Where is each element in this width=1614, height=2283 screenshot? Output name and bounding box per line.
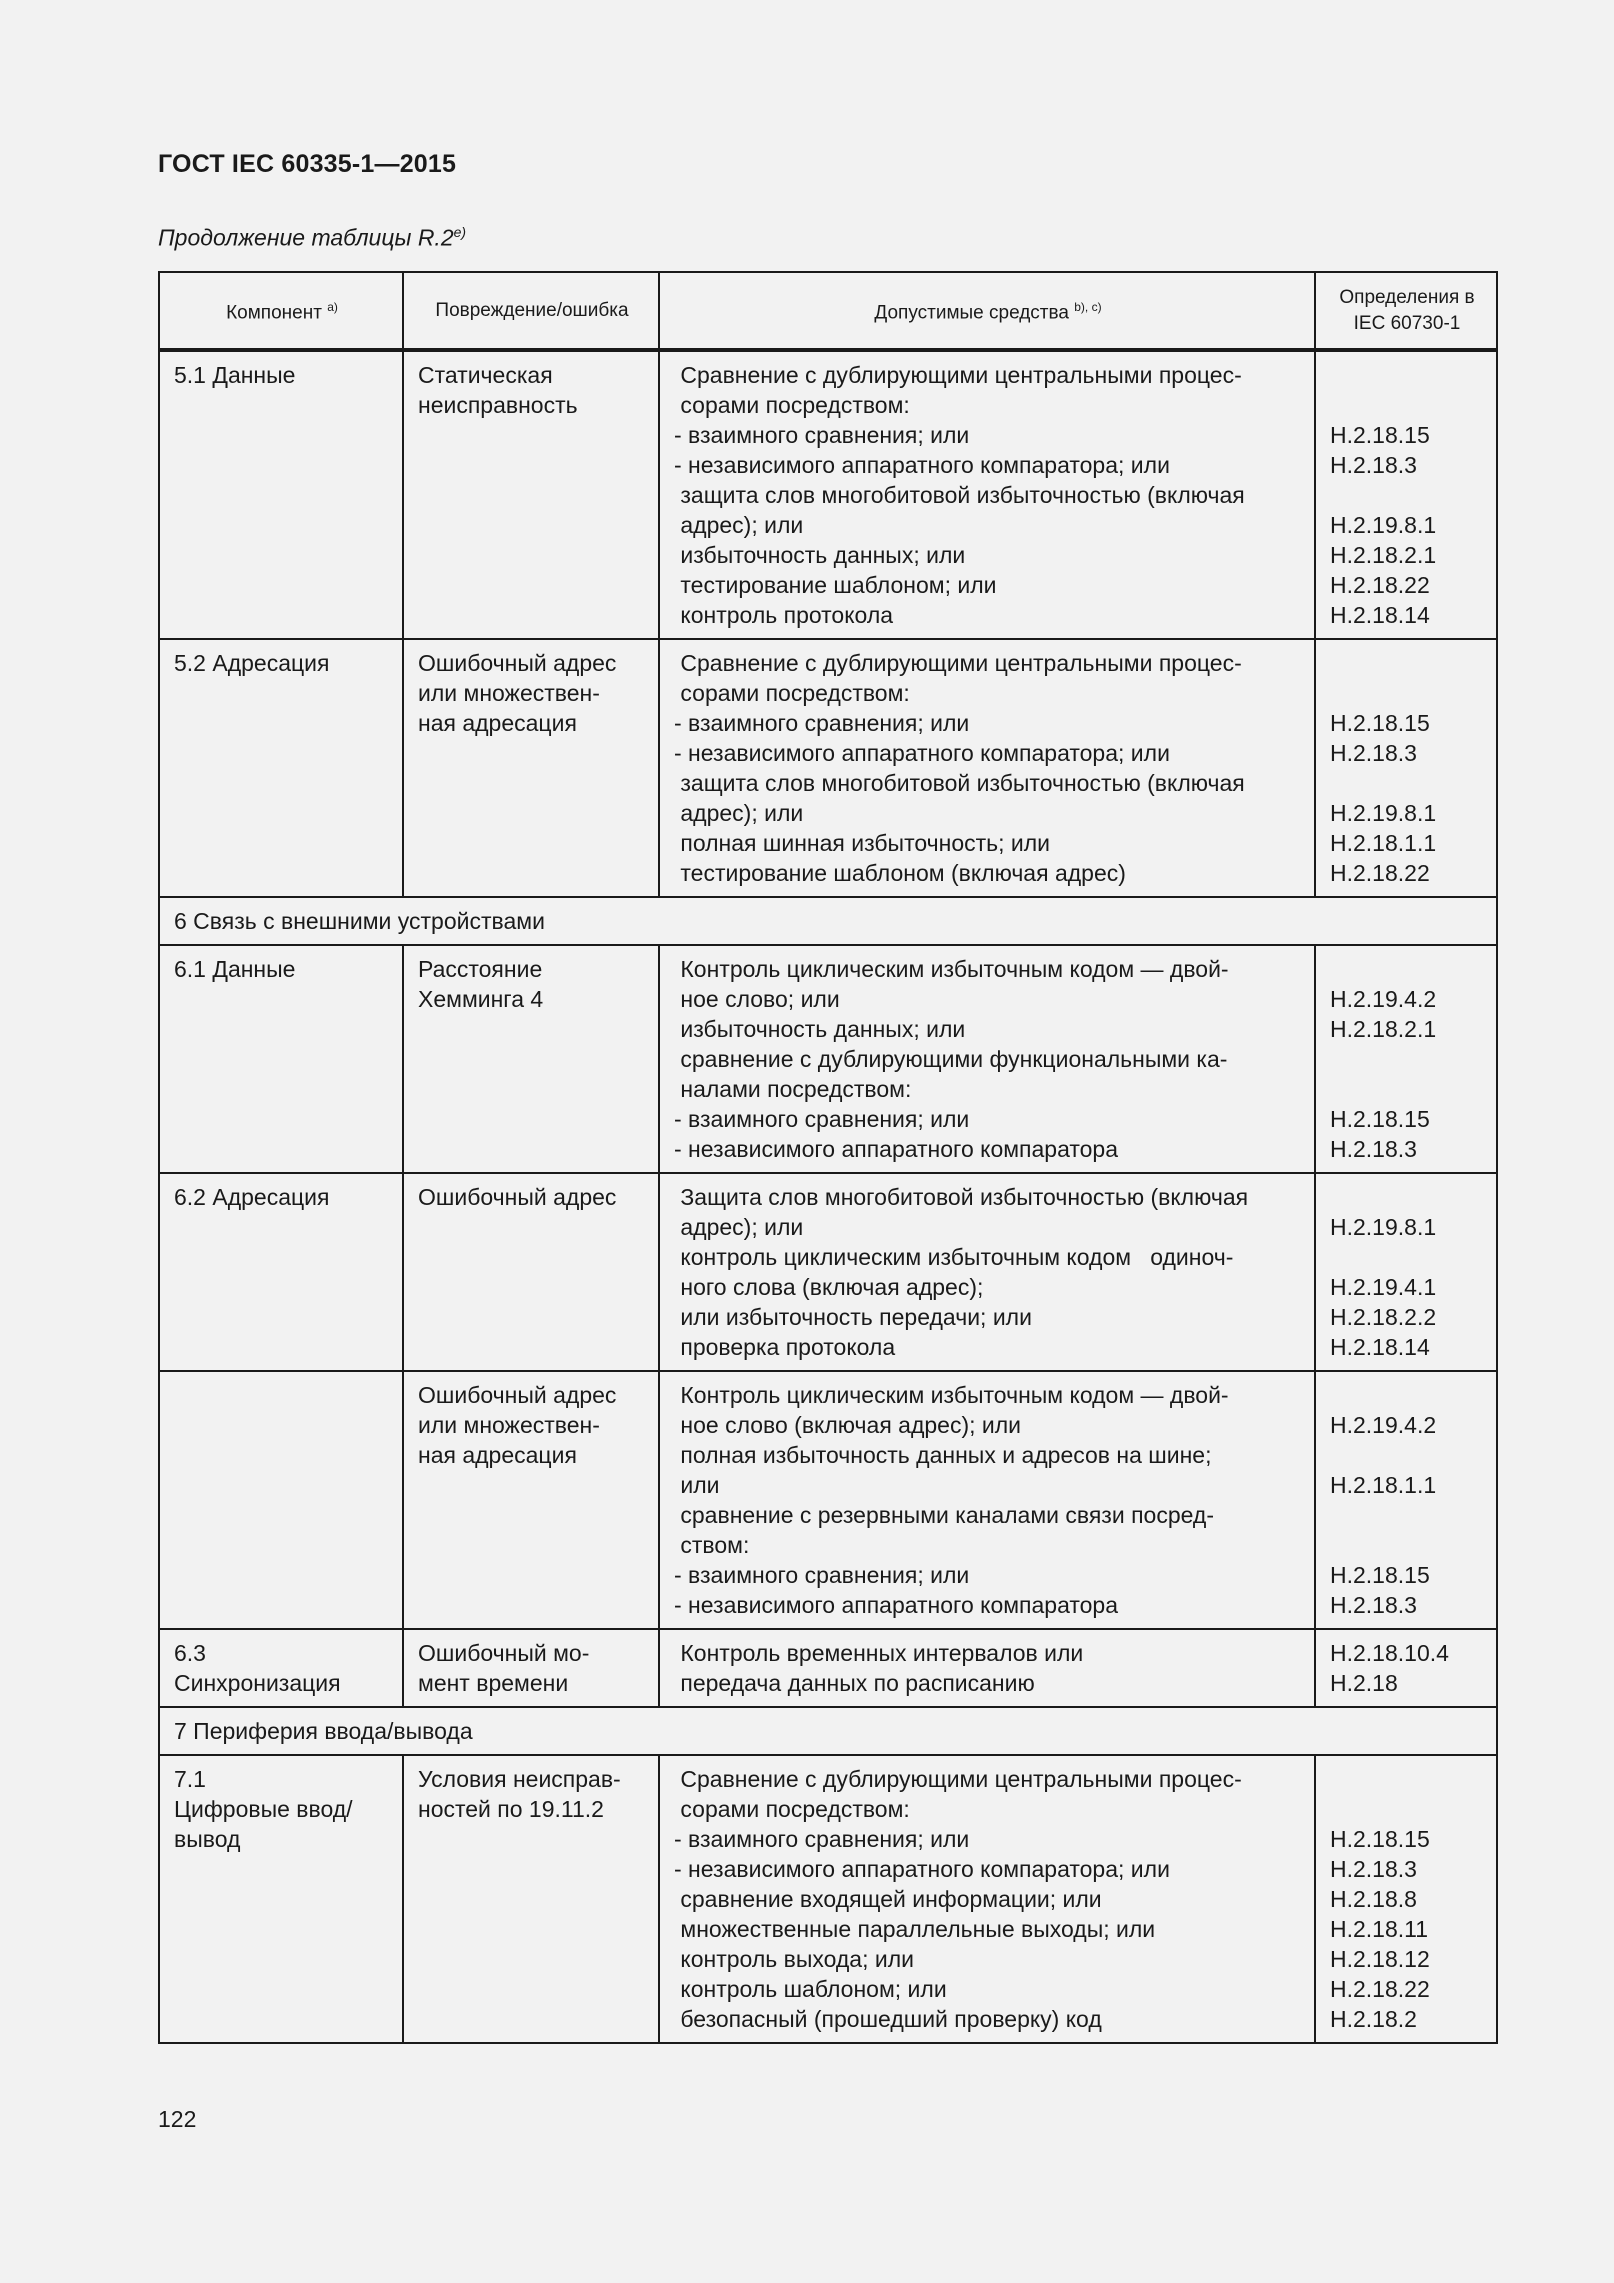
means-line: Контроль циклическим избыточным кодом — двой- bbox=[674, 1382, 1229, 1408]
means-line: - независимого аппаратного компаратора; или bbox=[674, 1856, 1170, 1882]
means-line: Контроль временных интервалов или bbox=[674, 1640, 1084, 1666]
means-line: сравнение с резервными каналами связи посред- bbox=[674, 1502, 1214, 1528]
column-header-footnote: a) bbox=[327, 300, 338, 315]
component-line: 6.2 Адресация bbox=[174, 1184, 330, 1210]
means-line: - взаимного сравнения; или bbox=[674, 1826, 970, 1852]
table-body bbox=[159, 350, 1497, 2043]
component-cell bbox=[159, 350, 403, 639]
definition-ref-line: H.2.18.1.1 bbox=[1330, 1472, 1437, 1498]
column-header-label: Определения в IEC 60730-1 bbox=[1339, 286, 1475, 334]
fault-line: Ошибочный адрес bbox=[418, 1382, 617, 1408]
means-line: безопасный (прошедший проверку) код bbox=[674, 2006, 1102, 2032]
means-line: - взаимного сравнения; или bbox=[674, 710, 970, 736]
means-line: - независимого аппаратного компаратора bbox=[674, 1592, 1119, 1618]
definition-ref-line: H.2.18.15 bbox=[1330, 422, 1430, 448]
definition-ref-cell bbox=[1315, 945, 1497, 1173]
means-line: контроль протокола bbox=[674, 602, 894, 628]
definition-ref-line: H.2.18.15 bbox=[1330, 1826, 1430, 1852]
component-cell bbox=[159, 1173, 403, 1371]
fault-cell bbox=[403, 639, 659, 897]
means-line: адрес); или bbox=[674, 800, 804, 826]
fault-line: или множествен- bbox=[418, 1412, 600, 1438]
requirements-table bbox=[158, 271, 1498, 2044]
means-line: или bbox=[674, 1472, 720, 1498]
document-title: ГОСТ IEC 60335-1—2015 bbox=[158, 150, 457, 178]
means-line: контроль выхода; или bbox=[674, 1946, 914, 1972]
definition-ref-line: H.2.18.22 bbox=[1330, 860, 1430, 886]
table-row bbox=[159, 639, 1497, 897]
definition-ref-line bbox=[1330, 954, 1484, 984]
means-cell bbox=[659, 945, 1315, 1173]
table-row bbox=[159, 1371, 1497, 1629]
definition-ref-line: H.2.18.2 bbox=[1330, 2006, 1417, 2032]
definition-ref-line bbox=[1330, 678, 1484, 708]
definition-ref-line bbox=[1330, 768, 1484, 798]
table-row bbox=[159, 350, 1497, 639]
fault-cell bbox=[403, 1629, 659, 1707]
definition-ref-line bbox=[1330, 1242, 1484, 1272]
fault-line: Условия неисправ- bbox=[418, 1766, 621, 1792]
means-line: - взаимного сравнения; или bbox=[674, 1562, 970, 1588]
fault-line: мент времени bbox=[418, 1670, 569, 1696]
means-line: проверка протокола bbox=[674, 1334, 896, 1360]
means-line: полная шинная избыточность; или bbox=[674, 830, 1051, 856]
fault-line: ная адресация bbox=[418, 710, 577, 736]
fault-line: неисправность bbox=[418, 392, 578, 418]
definition-ref-line bbox=[1330, 1440, 1484, 1470]
component-line: Цифровые ввод/ bbox=[174, 1796, 353, 1822]
definition-ref-line: H.2.18.2.1 bbox=[1330, 1016, 1437, 1042]
table-caption-text: Продолжение таблицы R.2 bbox=[158, 224, 454, 251]
page-number: 122 bbox=[158, 2106, 197, 2132]
means-cell bbox=[659, 1629, 1315, 1707]
fault-line: Ошибочный мо- bbox=[418, 1640, 590, 1666]
definition-ref-cell bbox=[1315, 1629, 1497, 1707]
definition-ref-cell bbox=[1315, 1755, 1497, 2043]
section-row bbox=[159, 897, 1497, 945]
definition-ref-line bbox=[1330, 360, 1484, 390]
table-row bbox=[159, 1755, 1497, 2043]
definition-ref-line: H.2.18.2.2 bbox=[1330, 1304, 1437, 1330]
means-line: адрес); или bbox=[674, 512, 804, 538]
means-cell bbox=[659, 1173, 1315, 1371]
table-header bbox=[159, 272, 1497, 350]
definition-ref-line: H.2.18.3 bbox=[1330, 740, 1417, 766]
column-header-definitions bbox=[1315, 272, 1497, 350]
definition-ref-line bbox=[1330, 1794, 1484, 1824]
means-line: избыточность данных; или bbox=[674, 1016, 966, 1042]
definition-ref-line: H.2.19.8.1 bbox=[1330, 512, 1437, 538]
definition-ref-line bbox=[1330, 1500, 1484, 1530]
definition-ref-line bbox=[1330, 1380, 1484, 1410]
component-cell bbox=[159, 1755, 403, 2043]
definition-ref-line: H.2.18.8 bbox=[1330, 1886, 1417, 1912]
means-line: - взаимного сравнения; или bbox=[674, 1106, 970, 1132]
definition-ref-line: H.2.18.1.1 bbox=[1330, 830, 1437, 856]
definition-ref-line: H.2.19.4.2 bbox=[1330, 1412, 1437, 1438]
means-line: - взаимного сравнения; или bbox=[674, 422, 970, 448]
means-line: - независимого аппаратного компаратора; или bbox=[674, 452, 1170, 478]
means-line: передача данных по расписанию bbox=[674, 1670, 1035, 1696]
fault-line: ностей по 19.11.2 bbox=[418, 1796, 604, 1822]
fault-cell bbox=[403, 350, 659, 639]
means-line: Сравнение с дублирующими центральными процес- bbox=[674, 362, 1242, 388]
definition-ref-line: H.2.18.3 bbox=[1330, 1856, 1417, 1882]
table-caption bbox=[158, 224, 466, 252]
definition-ref-cell bbox=[1315, 1371, 1497, 1629]
definition-ref-cell bbox=[1315, 350, 1497, 639]
means-line: сорами посредством: bbox=[674, 392, 910, 418]
fault-line: Ошибочный адрес bbox=[418, 1184, 617, 1210]
fault-line: Статическая bbox=[418, 362, 553, 388]
definition-ref-line bbox=[1330, 1530, 1484, 1560]
fault-line: Ошибочный адрес bbox=[418, 650, 617, 676]
definition-ref-line: H.2.18.3 bbox=[1330, 1136, 1417, 1162]
table-row bbox=[159, 1173, 1497, 1371]
fault-cell bbox=[403, 1371, 659, 1629]
means-line: избыточность данных; или bbox=[674, 542, 966, 568]
column-header-label: Повреждение/ошибка bbox=[435, 299, 629, 321]
means-line: защита слов многобитовой избыточностью (включая bbox=[674, 770, 1245, 796]
definition-ref-line: H.2.18.14 bbox=[1330, 1334, 1430, 1360]
means-line: Сравнение с дублирующими центральными процес- bbox=[674, 650, 1242, 676]
fault-cell bbox=[403, 1173, 659, 1371]
means-line: ством: bbox=[674, 1532, 750, 1558]
component-line: 5.1 Данные bbox=[174, 362, 296, 388]
column-header-means bbox=[659, 272, 1315, 350]
section-title: 7 Периферия ввода/вывода bbox=[159, 1707, 1497, 1755]
definition-ref-line: H.2.18.3 bbox=[1330, 452, 1417, 478]
component-line: вывод bbox=[174, 1826, 241, 1852]
table-caption-footnote: e) bbox=[453, 224, 467, 240]
component-line bbox=[174, 1380, 390, 1410]
column-header-component bbox=[159, 272, 403, 350]
means-line: ного слова (включая адрес); bbox=[674, 1274, 984, 1300]
component-cell bbox=[159, 1371, 403, 1629]
means-line: тестирование шаблоном (включая адрес) bbox=[674, 860, 1126, 886]
fault-cell bbox=[403, 945, 659, 1173]
definition-ref-line: H.2.19.8.1 bbox=[1330, 1214, 1437, 1240]
definition-ref-line: H.2.18.15 bbox=[1330, 710, 1430, 736]
definition-ref-line: H.2.18.15 bbox=[1330, 1562, 1430, 1588]
definition-ref-line bbox=[1330, 1074, 1484, 1104]
definition-ref-line: H.2.19.4.1 bbox=[1330, 1274, 1437, 1300]
fault-line: Хемминга 4 bbox=[418, 986, 544, 1012]
component-cell bbox=[159, 639, 403, 897]
column-header-footnote: b), c) bbox=[1074, 300, 1102, 315]
definition-ref-line: H.2.18.22 bbox=[1330, 1976, 1430, 2002]
definition-ref-line: H.2.18.14 bbox=[1330, 602, 1430, 628]
fault-cell bbox=[403, 1755, 659, 2043]
means-line: налами посредством: bbox=[674, 1076, 912, 1102]
means-line: сорами посредством: bbox=[674, 1796, 910, 1822]
definition-ref-line bbox=[1330, 1044, 1484, 1074]
definition-ref-line: H.2.18.11 bbox=[1330, 1916, 1429, 1942]
definition-ref-line: H.2.18.2.1 bbox=[1330, 542, 1437, 568]
component-line: Синхронизация bbox=[174, 1670, 341, 1696]
definition-ref-line bbox=[1330, 390, 1484, 420]
definition-ref-line: H.2.18.10.4 bbox=[1330, 1640, 1449, 1666]
fault-line: ная адресация bbox=[418, 1442, 577, 1468]
means-line: Контроль циклическим избыточным кодом — двой- bbox=[674, 956, 1229, 982]
means-line: ное слово (включая адрес); или bbox=[674, 1412, 1022, 1438]
means-line: адрес); или bbox=[674, 1214, 804, 1240]
component-cell bbox=[159, 1629, 403, 1707]
component-line: 6.1 Данные bbox=[174, 956, 296, 982]
definition-ref-line bbox=[1330, 1764, 1484, 1794]
definition-ref-line: H.2.18.3 bbox=[1330, 1592, 1417, 1618]
means-line: - независимого аппаратного компаратора; или bbox=[674, 740, 1170, 766]
means-line: Сравнение с дублирующими центральными процес- bbox=[674, 1766, 1242, 1792]
section-row bbox=[159, 1707, 1497, 1755]
definition-ref-line bbox=[1330, 648, 1484, 678]
means-line: сравнение с дублирующими функциональными ка- bbox=[674, 1046, 1228, 1072]
means-line: множественные параллельные выходы; или bbox=[674, 1916, 1156, 1942]
table-row bbox=[159, 945, 1497, 1173]
column-header-fault bbox=[403, 272, 659, 350]
definition-ref-line: H.2.19.4.2 bbox=[1330, 986, 1437, 1012]
definition-ref-line: H.2.18 bbox=[1330, 1670, 1398, 1696]
section-title: 6 Связь с внешними устройствами bbox=[159, 897, 1497, 945]
means-cell bbox=[659, 1755, 1315, 2043]
definition-ref-line bbox=[1330, 480, 1484, 510]
definition-ref-cell bbox=[1315, 639, 1497, 897]
component-line: 5.2 Адресация bbox=[174, 650, 330, 676]
means-line: ное слово; или bbox=[674, 986, 840, 1012]
means-line: сорами посредством: bbox=[674, 680, 910, 706]
definition-ref-line: H.2.19.8.1 bbox=[1330, 800, 1437, 826]
fault-line: Расстояние bbox=[418, 956, 543, 982]
means-line: тестирование шаблоном; или bbox=[674, 572, 997, 598]
column-header-label: Допустимые средства bbox=[874, 302, 1069, 324]
component-line: 7.1 bbox=[174, 1766, 206, 1792]
definition-ref-cell bbox=[1315, 1173, 1497, 1371]
definition-ref-line: H.2.18.15 bbox=[1330, 1106, 1430, 1132]
means-line: контроль шаблоном; или bbox=[674, 1976, 947, 2002]
means-cell bbox=[659, 639, 1315, 897]
means-line: сравнение входящей информации; или bbox=[674, 1886, 1102, 1912]
means-cell bbox=[659, 1371, 1315, 1629]
definition-ref-line bbox=[1330, 1182, 1484, 1212]
definition-ref-line: H.2.18.12 bbox=[1330, 1946, 1430, 1972]
component-line: 6.3 bbox=[174, 1640, 206, 1666]
table-header-row bbox=[159, 272, 1497, 350]
means-line: защита слов многобитовой избыточностью (включая bbox=[674, 482, 1245, 508]
fault-line: или множествен- bbox=[418, 680, 600, 706]
means-line: - независимого аппаратного компаратора bbox=[674, 1136, 1119, 1162]
component-cell bbox=[159, 945, 403, 1173]
means-cell bbox=[659, 350, 1315, 639]
means-line: Защита слов многобитовой избыточностью (включая bbox=[674, 1184, 1249, 1210]
column-header-label: Компонент bbox=[226, 302, 322, 324]
means-line: или избыточность передачи; или bbox=[674, 1304, 1032, 1330]
means-line: полная избыточность данных и адресов на шине; bbox=[674, 1442, 1212, 1468]
table-row bbox=[159, 1629, 1497, 1707]
definition-ref-line: H.2.18.22 bbox=[1330, 572, 1430, 598]
means-line: контроль циклическим избыточным кодом одиноч- bbox=[674, 1244, 1234, 1270]
